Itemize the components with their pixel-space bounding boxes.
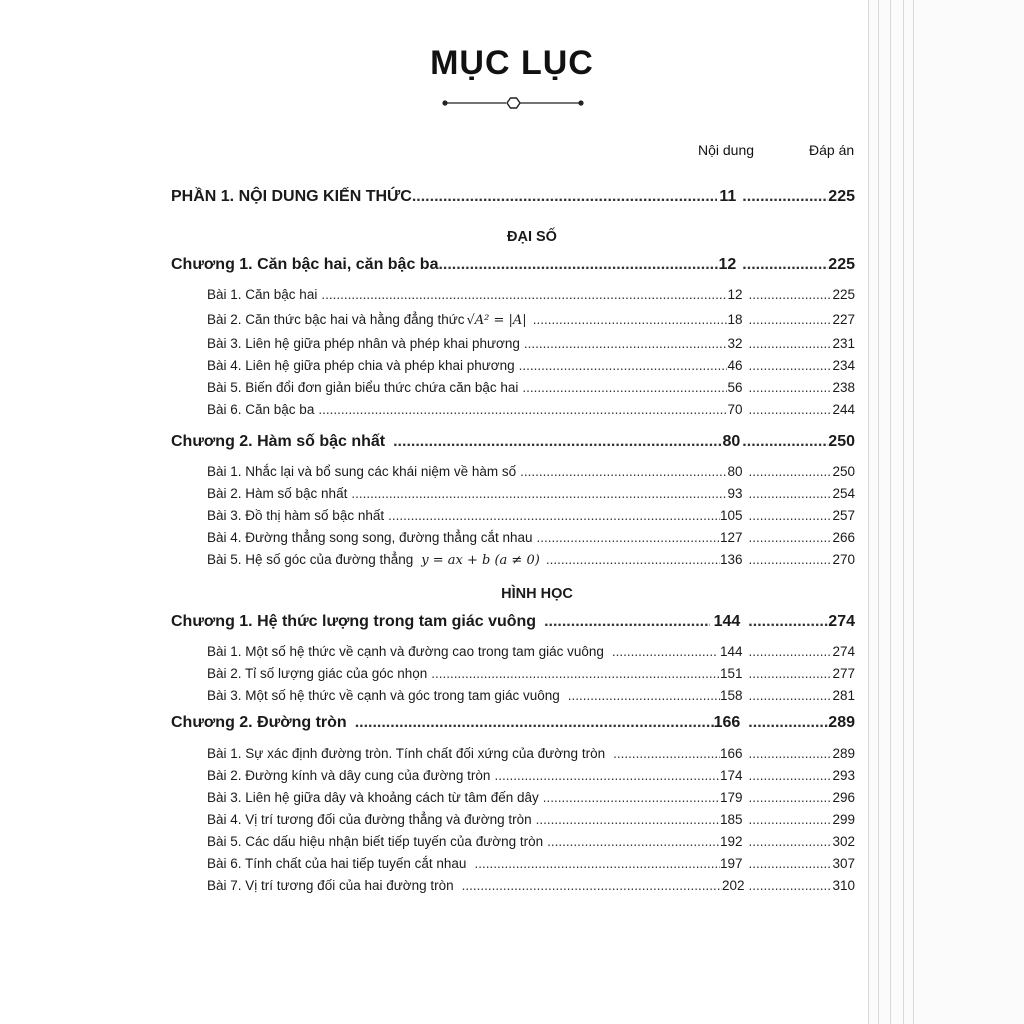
lesson-label: Bài 6. Tính chất của hai tiếp tuyến cắt nhau xyxy=(207,856,467,871)
lesson-label: Bài 3. Liên hệ giữa phép nhân và phép khai phương xyxy=(207,336,520,351)
toc-lesson-row xyxy=(207,508,855,523)
lesson-answer: 266 xyxy=(832,530,855,545)
chapter-answer: 250 xyxy=(828,433,855,450)
lesson-answer: 270 xyxy=(832,552,855,567)
lesson-answer: 244 xyxy=(832,402,855,417)
lesson-answer: 296 xyxy=(832,790,855,805)
part-page: 11 xyxy=(719,188,737,205)
lesson-answer: 307 xyxy=(832,856,855,871)
lesson-page: 144 xyxy=(719,644,743,659)
toc-lesson-row xyxy=(207,380,855,395)
toc-lesson-row xyxy=(207,834,855,849)
lesson-page: 197 xyxy=(719,856,743,871)
lesson-answer: 227 xyxy=(832,312,855,327)
lesson-label: Bài 4. Liên hệ giữa phép chia và phép khai phương xyxy=(207,358,515,373)
toc-lesson-row xyxy=(207,644,855,659)
chapter-answer: 225 xyxy=(828,256,855,273)
lesson-label: Bài 6. Căn bậc ba xyxy=(207,402,315,417)
part-answer: 225 xyxy=(828,188,855,205)
lesson-page: 179 xyxy=(719,790,743,805)
lesson-answer: 277 xyxy=(832,666,855,681)
lesson-label: Bài 3. Liên hệ giữa dây và khoảng cách từ tâm đến dây xyxy=(207,790,539,805)
lesson-label: Bài 5. Hệ số góc của đường thẳng xyxy=(207,552,414,567)
lesson-answer: 302 xyxy=(832,834,855,849)
page-edge-line xyxy=(890,0,891,1024)
lesson-page: 192 xyxy=(719,834,743,849)
lesson-label: Bài 4. Vị trí tương đối của đường thẳng và đường tròn xyxy=(207,812,532,827)
lesson-label: Bài 3. Một số hệ thức về cạnh và góc trong tam giác vuông xyxy=(207,688,560,703)
lesson-answer: 293 xyxy=(832,768,855,783)
toc-lesson-row xyxy=(207,530,855,545)
page-title: MỤC LỤC xyxy=(430,44,594,82)
toc-chapter-row xyxy=(171,433,855,451)
lesson-formula: √A² = |A| xyxy=(466,313,527,328)
lesson-label: Bài 2. Tỉ số lượng giác của góc nhọn xyxy=(207,666,428,681)
section-heading-geometry: HÌNH HỌC xyxy=(501,586,573,602)
page-edge-line xyxy=(878,0,879,1024)
lesson-answer: 225 xyxy=(832,287,855,302)
chapter-page: 144 xyxy=(713,613,741,630)
toc-lesson-row xyxy=(207,402,855,417)
lesson-answer: 234 xyxy=(832,358,855,373)
page-edge-line xyxy=(903,0,904,1024)
toc-lesson-row xyxy=(207,666,855,681)
lesson-answer: 274 xyxy=(832,644,855,659)
toc-lesson-row xyxy=(207,336,855,351)
lesson-answer: 238 xyxy=(832,380,855,395)
toc-lesson-row xyxy=(207,312,855,328)
chapter-answer: 289 xyxy=(828,714,855,731)
page-edge-shade xyxy=(868,0,1024,1024)
lesson-label: Bài 5. Các dấu hiệu nhận biết tiếp tuyến của đường tròn xyxy=(207,834,544,849)
chapter-label: Chương 2. Hàm số bậc nhất xyxy=(171,433,386,450)
lesson-answer: 289 xyxy=(832,746,855,761)
lesson-page: 202 xyxy=(721,878,745,893)
toc-chapter-row xyxy=(171,714,855,732)
toc-lesson-row xyxy=(207,768,855,783)
toc-part-row xyxy=(171,188,855,206)
lesson-page: 56 xyxy=(727,380,743,395)
lesson-page: 105 xyxy=(719,508,743,523)
lesson-label: Bài 2. Căn thức bậc hai và hằng đẳng thức xyxy=(207,312,465,327)
lesson-label: Bài 4. Đường thẳng song song, đường thẳng cắt nhau xyxy=(207,530,533,545)
lesson-page: 18 xyxy=(727,312,743,327)
lesson-page: 127 xyxy=(719,530,743,545)
page-edge-line xyxy=(868,0,869,1024)
lesson-answer: 254 xyxy=(832,486,855,501)
lesson-label: Bài 1. Một số hệ thức về cạnh và đường cao trong tam giác vuông xyxy=(207,644,604,659)
toc-lesson-row xyxy=(207,856,855,871)
lesson-answer: 281 xyxy=(832,688,855,703)
chapter-page: 80 xyxy=(722,433,741,450)
toc-lesson-row xyxy=(207,486,855,501)
toc-chapter-row xyxy=(171,256,855,274)
lesson-page: 12 xyxy=(727,287,743,302)
page-edge-line xyxy=(913,0,914,1024)
lesson-answer: 231 xyxy=(832,336,855,351)
header-content: Nội dung xyxy=(698,142,755,158)
toc-lesson-row xyxy=(207,878,855,893)
toc-lesson-row xyxy=(207,552,855,568)
lesson-label: Bài 3. Đồ thị hàm số bậc nhất xyxy=(207,508,385,523)
lesson-page: 174 xyxy=(719,768,743,783)
chapter-label: Chương 1. Căn bậc hai, căn bậc ba xyxy=(171,256,439,273)
lesson-answer: 257 xyxy=(832,508,855,523)
lesson-answer: 299 xyxy=(832,812,855,827)
part-label: PHẦN 1. NỘI DUNG KIẾN THỨC xyxy=(171,188,412,205)
chapter-page: 166 xyxy=(713,714,741,731)
lesson-label: Bài 2. Đường kính và dây cung của đường tròn xyxy=(207,768,491,783)
lesson-label: Bài 1. Sự xác định đường tròn. Tính chất đối xứng của đường tròn xyxy=(207,746,606,761)
lesson-formula: y = ax + b (a ≠ 0) xyxy=(421,553,540,568)
lesson-page: 93 xyxy=(727,486,743,501)
chapter-page: 12 xyxy=(718,256,737,273)
lesson-label: Bài 2. Hàm số bậc nhất xyxy=(207,486,348,501)
ornament-divider xyxy=(442,96,584,110)
lesson-page: 151 xyxy=(719,666,743,681)
header-answers: Đáp án xyxy=(809,142,855,158)
chapter-label: Chương 1. Hệ thức lượng trong tam giác vuông xyxy=(171,613,537,630)
lesson-page: 158 xyxy=(719,688,743,703)
chapter-label: Chương 2. Đường tròn xyxy=(171,714,347,731)
lesson-page: 70 xyxy=(727,402,743,417)
toc-lesson-row xyxy=(207,790,855,805)
lesson-label: Bài 5. Biến đổi đơn giản biểu thức chứa căn bậc hai xyxy=(207,380,519,395)
lesson-page: 136 xyxy=(719,552,743,567)
chapter-answer: 274 xyxy=(828,613,855,630)
toc-lesson-row xyxy=(207,812,855,827)
lesson-label: Bài 1. Nhắc lại và bổ sung các khái niệm về hàm số xyxy=(207,464,517,479)
section-heading-algebra: ĐẠI SỐ xyxy=(507,229,557,245)
toc-lesson-row xyxy=(207,746,855,761)
toc-lesson-row xyxy=(207,287,855,302)
lesson-page: 166 xyxy=(719,746,743,761)
lesson-page: 185 xyxy=(719,812,743,827)
toc-chapter-row xyxy=(171,613,855,631)
lesson-label: Bài 1. Căn bậc hai xyxy=(207,287,318,302)
lesson-label: Bài 7. Vị trí tương đối của hai đường tròn xyxy=(207,878,454,893)
lesson-page: 32 xyxy=(727,336,743,351)
lesson-answer: 310 xyxy=(832,878,855,893)
lesson-page: 80 xyxy=(727,464,743,479)
toc-lesson-row xyxy=(207,464,855,479)
toc-lesson-row xyxy=(207,358,855,373)
lesson-page: 46 xyxy=(727,358,743,373)
lesson-answer: 250 xyxy=(832,464,855,479)
toc-lesson-row xyxy=(207,688,855,703)
